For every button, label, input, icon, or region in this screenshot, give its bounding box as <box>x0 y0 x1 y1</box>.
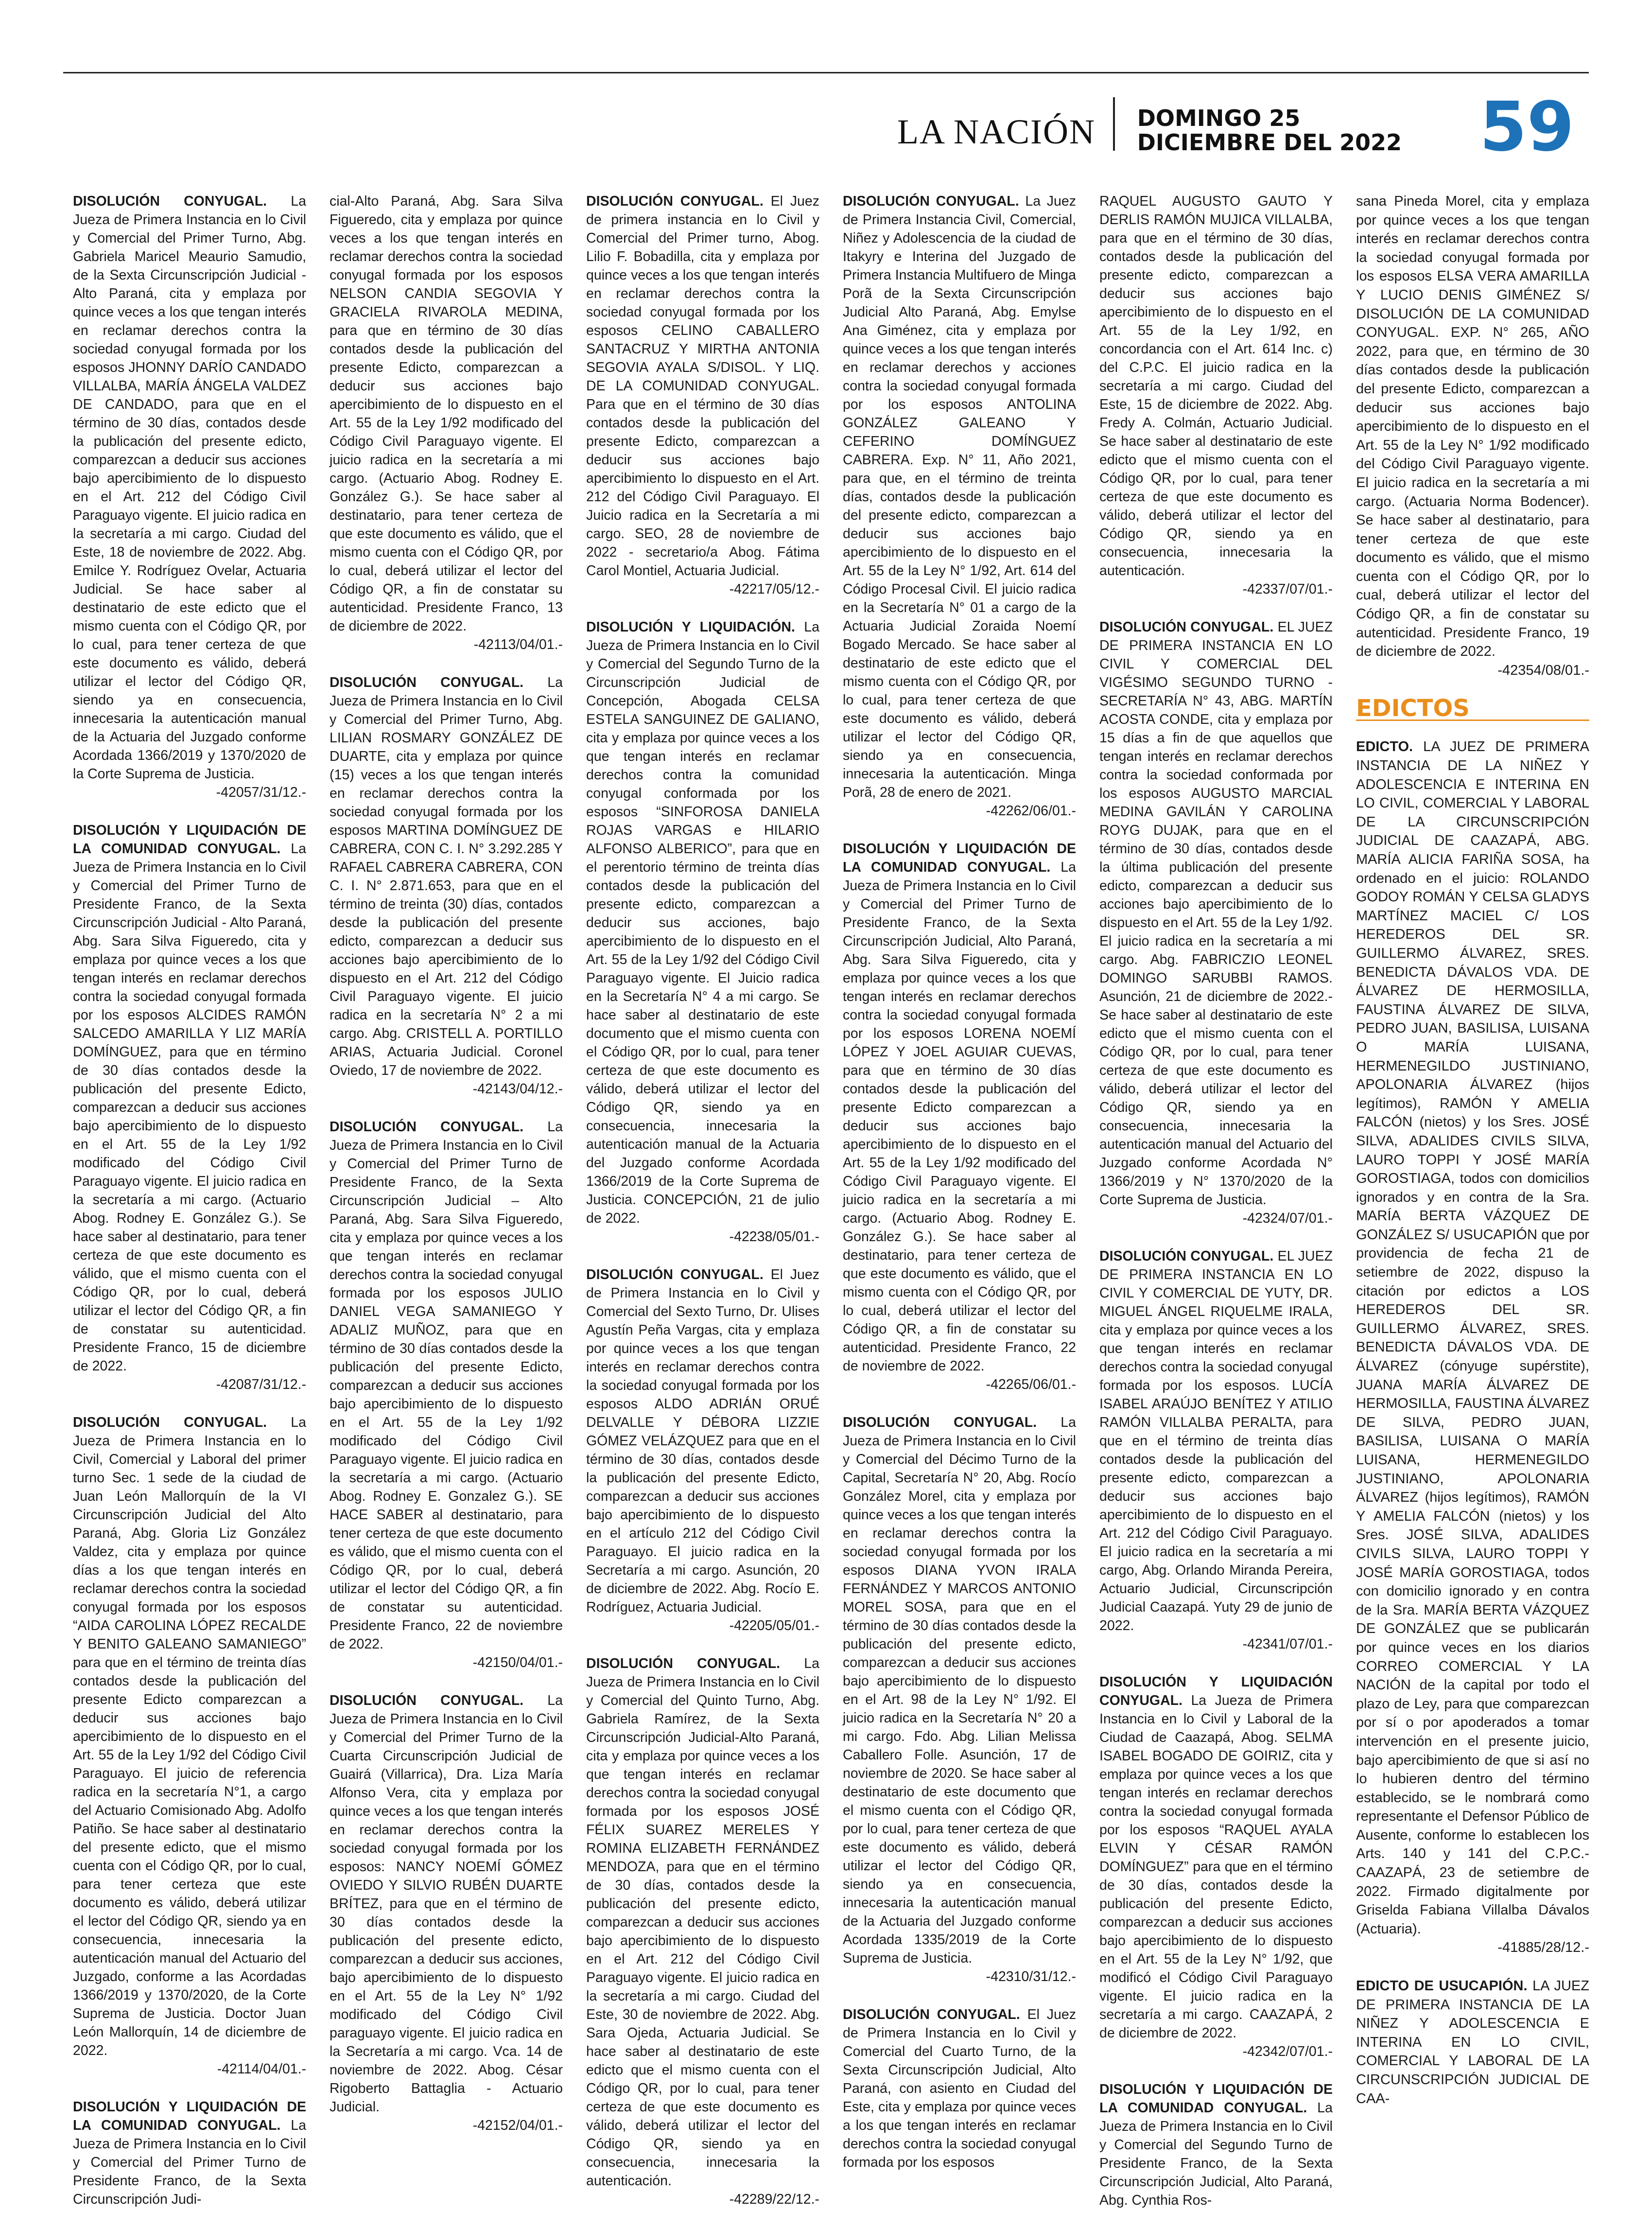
masthead <box>63 88 1589 167</box>
notice-body: El Juez de Primera Instancia en lo Civil y Comercial del Sexto Turno, Dr. Ulises Agustín Peña Vargas, cita y emplaza por quince veces a los que tengan interés en reclamar derechos contra la sociedad conyugal formada por los esposos ALDO ADRIÁN ORUÉ DELVALLE Y DÉBORA LIZZIE GÓMEZ VELÁZQUEZ para que en el término de 30 días, contados desde la publicación del presente Edicto, comparezcan a deducir sus acciones bajo apercibimiento de lo dispuesto en el artículo 212 del Código Civil Paraguayo. El juicio radica en la Secretaría a mi cargo. Asunción, 20 de diciembre de 2022. Abg. Rocío E. Rodríguez, Actuaria Judicial. <box>586 1267 819 1615</box>
notice-code: -42265/06/01.- <box>986 1377 1076 1392</box>
column-6-bottom <box>1356 737 1589 2108</box>
notice-heading: DISOLUCIÓN CONYUGAL. <box>330 1119 524 1135</box>
column-6 <box>1356 192 1589 2229</box>
legal-notice <box>586 618 819 1246</box>
legal-notice <box>330 192 563 654</box>
notice-code: -42341/07/01.- <box>1242 1636 1333 1652</box>
notice-body: RAQUEL AUGUSTO GAUTO Y DERLIS RAMÓN MUJICA VILLALBA, para que en el término de 30 días, contados desde la publicación del presente edicto, comparezcan a deducir sus acciones bajo apercibimiento de lo dispuesto en el Art. 55 de la Ley 1/92, en concordancia con el Art. 614 Inc. c) del C.P.C. El juicio radica en la secretaría a mi cargo. Ciudad del Este, 15 de diciembre de 2022. Abg. Fredy A. Colmán, Actuario Judicial. Se hace saber al destinatario de este edicto que el mismo cuenta con el Código QR, por lo cual, para tener certeza de que este documento es válido, deberá utilizar el lector del Código QR, siendo ya en consecuencia, innecesaria la autenticación. <box>1099 193 1333 579</box>
notice-code: -42342/07/01.- <box>1242 2044 1333 2059</box>
column-4 <box>843 192 1076 2229</box>
column-2 <box>330 192 563 2229</box>
notice-body: cial-Alto Paraná, Abg. Sara Silva Figueredo, cita y emplaza por quince veces a los que tengan interés en reclamar derechos contra la sociedad conyugal formada por los esposos NELSON CANDIA SEGOVIA Y GRACIELA RIVAROLA MEDINA, para que en término de 30 días contados desde la publicación del presente Edicto, comparezcan a deducir sus acciones bajo apercibimiento de lo dispuesto en el Art. 55 de la Ley 1/92 modificado del Código Civil Paraguayo vigente. El juicio radica en la secretaría a mi cargo. (Actuario Abog. Rodney E. González G.). Se hace saber al destinatario, para tener certeza de que este documento es válido, que el mismo cuenta con el Código QR, por lo cual, deberá utilizar el lector del Código QR, a fin de constatar su autenticidad. Presidente Franco, 13 de diciembre de 2022. <box>330 193 563 634</box>
notice-code: -42217/05/12.- <box>729 581 819 597</box>
notice-heading: DISOLUCIÓN CONYUGAL. <box>330 675 524 690</box>
column-3 <box>586 192 819 2229</box>
notice-code: -42057/31/12.- <box>216 785 306 800</box>
notice-body: La Juez de Primera Instancia Civil, Comercial, Niñez y Adolescencia de la ciudad de Itakyry e Interina del Juzgado de Primera Instancia Multifuero de Minga Porã de la Sexta Circunscripción Judicial Alto Paraná, Abg. Emylse Ana Giménez, cita y emplaza por quince veces a los que tengan interés en reclamar derechos y acciones contra la sociedad conyugal formada por los esposos ANTOLINA GONZÁLEZ GALEANO Y CEFERINO DOMÍNGUEZ CABRERA. Exp. N° 11, Año 2021, para que, en el término de treinta días, contados desde la publicación del presente edicto, comparezcan a deducir sus acciones bajo apercibimiento de lo dispuesto en el Art. 55 de la Ley N° 1/92, Art. 614 del Código Procesal Civil. El juicio radica en la Secretaría N° 01 a cargo de la Actuaria Judicial Zoraida Noemí Bogado Mercado. Se hace saber al destinatario de este edicto que el mismo cuenta con el Código QR, por lo cual, para tener certeza de que este documento es válido, deberá utilizar el lector del Código QR, siendo ya en consecuencia, innecesaria la autenticación. Minga Porã, 28 de enero de 2021. <box>843 193 1076 800</box>
legal-notice <box>73 192 306 802</box>
legal-notice <box>586 1654 819 2209</box>
notice-code: -42205/05/01.- <box>729 1618 819 1633</box>
legal-notice <box>73 2098 306 2209</box>
notice-body: LA JUEZ DE PRIMERA INSTANCIA DE LA NIÑEZ Y ADOLESCENCIA E INTERINA EN LO CIVIL, COMERCIAL Y LABORAL DE LA CIRCUNSCRIPCIÓN JUDICIAL DE CAAZAPÁ, ABG. MARÍA ALICIA FARIÑA SOSA, ha ordenado en el juicio: ROLANDO GODOY ROMÁN Y CELSA GLADYS MARTÍNEZ MACIEL C/ LOS HEREDEROS DEL SR. GUILLERMO ÁLVAREZ, SRES. BENEDICTA DÁVALOS VDA. DE ÁLVAREZ DE HERMOSILLA, FAUSTINA ÁLVAREZ DE SILVA, PEDRO JUAN, BASILISA, LUISANA O MARÍA LUISANA, HERMENEGILDO JUSTINIANO, APOLONARIA ÁLVAREZ (hijos legítimos), RAMÓN Y AMELIA FALCÓN (nietos) y los Sres. JOSÉ SILVA, ADALIDES CIVILS SILVA, LAURO TOPPI Y JOSÉ MARÍA GOROSTIAGA, todos con domicilios ignorados y en contra de la Sra. MARÍA BERTA VÁZQUEZ DE GONZÁLEZ S/ USUCAPIÓN que por providencia de fecha 21 de setiembre de 2022, dispuso la citación por edictos a LOS HEREDEROS DEL SR. GUILLERMO ÁLVAREZ, SRES. BENEDICTA DÁVALOS VDA. DE ÁLVAREZ (cónyuge supérstite), JUANA MARÍA ÁLVAREZ DE HERMOSILLA, FAUSTINA ÁLVAREZ DE SILVA, PEDRO JUAN, BASILISA, LUISANA O MARÍA LUISANA, HERMENEGILDO JUSTINIANO, APOLONARIA ÁLVAREZ (hijos legítimos), RAMÓN Y AMELIA FALCÓN (nietos) y los Sres. JOSÉ SILVA, ADALIDES CIVILS SILVA, LAURO TOPPI Y JOSÉ MARÍA GOROSTIAGA, todos con domicilio ignorado y en contra de la Sra. MARÍA BERTA VÁZQUEZ DE GONZÁLEZ que se publicarán por quince veces en los diarios CORREO COMERCIAL Y LA NACIÓN de la capital por todo el plazo de Ley, para que comparezcan por sí o por apoderados a tomar intervención en el presente juicio, bajo apercibimiento de que si así no lo hubieren dentro del término establecido, se le nombrará como representante el Defensor Público de Ausente, conforme lo establecen los Arts. 140 y 141 del C.P.C.- CAAZAPÁ, 23 de setiembre de 2022. Firmado digitalmente por Griselda Fabiana Villalba Dávalos (Actuaria). <box>1356 739 1589 1937</box>
notice-body: LA JUEZ DE PRIMERA INSTANCIA DE LA NIÑEZ Y ADOLESCENCIA E INTERINA EN LO CIVIL, COMERCIAL Y LABORAL DE LA CIRCUNSCRIPCIÓN JUDICIAL DE CAA- <box>1356 1978 1589 2106</box>
legal-notice <box>1356 192 1589 680</box>
notice-heading: DISOLUCIÓN Y LIQUIDACIÓN DE LA COMUNIDAD CONYUGAL. <box>73 823 306 857</box>
notice-body: La Jueza de Primera Instancia en lo Civil y Comercial del Primer Turno de Presidente Franco, de la Sexta Circunscripción Judicial - Alto Paraná, Abg. Sara Silva Figueredo, cita y emplaza por quince veces a los que tengan interés en reclamar derechos contra la sociedad conyugal formada por los esposos ALCIDES RAMÓN SALCEDO AMARILLA Y LIZ MARÍA DOMÍNGUEZ, para que en término de 30 días contados desde la publicación del presente Edicto, comparezcan a deducir sus acciones bajo apercibimiento de lo dispuesto en el Art. 55 de la Ley 1/92 modificado del Código Civil Paraguayo vigente. El juicio radica en la secretaría a mi cargo. (Actuario Abog. Rodney E. González G.). Se hace saber al destinatario, para tener certeza de que este documento es válido, que el mismo cuenta con el Código QR, por lo cual, deberá utilizar el lector del Código QR, a fin de constatar su autenticidad. Presidente Franco, 15 de diciembre de 2022. <box>73 841 306 1374</box>
notice-body: La Jueza de Primera Instancia en lo Civil y Comercial del Primer Turno de Presidente Franco, de la Sexta Circunscripción Judi- <box>73 2118 306 2207</box>
notice-heading: DISOLUCIÓN Y LIQUIDACIÓN. <box>586 619 795 635</box>
notice-heading: DISOLUCIÓN CONYUGAL. <box>843 1415 1037 1430</box>
notice-body: El Juez de Primera Instancia en lo Civil y Comercial del Cuarto Turno, de la Sexta Circunscripción Judicial, Alto Paraná, con asiento en Ciudad del Este, cita y emplaza por quince veces a los que tengan interés en reclamar derechos contra la sociedad conyugal formada por los esposos <box>843 2007 1076 2170</box>
notice-heading: DISOLUCIÓN CONYUGAL. <box>586 1267 764 1282</box>
column-6-top <box>1356 192 1589 680</box>
notice-body: La Jueza de Primera Instancia en lo Civil y Comercial del Segundo Turno de la Circunscripción Judicial de Concepción, Abogada CELSA ESTELA SANGUINEZ DE GALIANO, cita y emplaza por quince veces a los que tengan interés en reclamar derechos contra la comunidad conyugal conformada por los esposos “SINFOROSA DANIELA ROJAS VARGAS e HILARIO ALFONSO ALBERICO”, para que en el perentorio término de treinta días contados desde la publicación del presente edicto, comparezcan a deducir sus acciones, bajo apercibimiento de lo dispuesto en el Art. 55 de la Ley 1/92 del Código Civil Paraguayo vigente. El Juicio radica en la Secretaría N° 4 a mi cargo. Se hace saber al destinatario de este documento que el mismo cuenta con el Código QR, por lo cual, para tener certeza de que este documento es válido, deberá utilizar el lector del Código QR, siendo ya en consecuencia, innecesaria la autenticación manual de la Actuaria del Juzgado conforme Acordada 1366/2019 de la Corte Suprema de Justicia. CONCEPCIÓN, 21 de julio de 2022. <box>586 619 819 1226</box>
newspaper-logo: LA NACIÓN <box>897 112 1096 151</box>
notice-code: -42262/06/01.- <box>986 803 1076 819</box>
notice-code: -42324/07/01.- <box>1242 1211 1333 1226</box>
legal-notice <box>1356 1977 1589 2108</box>
notice-code: -42337/07/01.- <box>1242 581 1333 597</box>
legal-notice <box>73 1413 306 2078</box>
notice-body: La Jueza de Primera Instancia en lo Civil y Comercial del Décimo Turno de la Capital, Secretaría N° 20, Abg. Rocío González Morel, cita y emplaza por quince veces a los que tengan interés en reclamar derechos contra la sociedad conyugal formada por los esposos DIANA YVON IRALA FERNÁNDEZ Y MARCOS ANTONIO MOREL SOSA, para que en el término de 30 días contados desde la publicación del presente edicto, comparezcan a deducir sus acciones bajo apercibimiento de lo dispuesto en el Art. 98 de la Ley N° 1/92. El juicio radica en la Secretaría N° 20 a mi cargo. Fdo. Abg. Lilian Melissa Caballero Folle. Asunción, 17 de noviembre de 2020. Se hace saber al destinatario de este documento que el mismo cuenta con el Código QR, por lo cual, para tener certeza de que este documento es válido, deberá utilizar el lector del Código QR, siendo ya en consecuencia, innecesaria la autenticación manual de la Actuaria del Juzgado conforme Acordada 1335/2019 de la Corte Suprema de Justicia. <box>843 1415 1076 1966</box>
classifieds-columns <box>73 192 1589 2208</box>
notice-body: La Jueza de Primera Instancia en lo Civil y Comercial del Quinto Turno, Abg. Gabriela Ramírez, de la Sexta Circunscripción Judicial-Alto Paraná, cita y emplaza por quince veces a los que tengan interés en reclamar derechos contra la sociedad conyugal formada por los esposos JOSÉ FÉLIX SUAREZ MERELES Y ROMINA ELIZABETH FERNÁNDEZ MENDOZA, para que en el término de 30 días, contados desde la publicación del presente edicto, comparezcan a deducir sus acciones bajo apercibimiento de lo dispuesto en el Art. 212 del Código Civil Paraguayo vigente. El juicio radica en la secretaría a mi cargo. Ciudad del Este, 30 de noviembre de 2022. Abg. Sara Ojeda, Actuaria Judicial. Se hace saber al destinatario de este edicto que el mismo cuenta con el Código QR, por lo cual, para tener certeza de que este documento es válido, deberá utilizar el lector del Código QR, siendo ya en consecuencia, innecesaria la autenticación. <box>586 1656 819 2189</box>
legal-notice <box>330 673 563 1098</box>
notice-body: La Jueza de Primera Instancia en lo Civil y Comercial del Primer Turno de Presidente Franco, de la Sexta Circunscripción Judicial – Alto Paraná, Abg. Sara Silva Figueredo, cita y emplaza por quince veces a los que tengan interés en reclamar derechos contra la sociedad conyugal formada por los esposos JULIO DANIEL VEGA SAMANIEGO Y ADALIZ MUÑOZ, para que en término de 30 días contados desde la publicación del presente Edicto, comparezcan a deducir sus acciones bajo apercibimiento de lo dispuesto en el Art. 55 de la Ley 1/92 modificado del Código Civil Paraguayo vigente. El juicio radica en la secretaría a mi cargo. (Actuario Abog. Rodney E. Gonzalez G.). SE HACE SABER al destinatario, para tener certeza de que este documento es válido, que el mismo cuenta con el Código QR, por lo cual, deberá utilizar el lector del Código QR, a fin de constatar su autenticidad. Presidente Franco, 22 de noviembre de 2022. <box>330 1119 563 1652</box>
notice-body: EL JUEZ DE PRIMERA INSTANCIA EN LO CIVIL Y COMERCIAL DEL VIGÉSIMO SEGUNDO TURNO - SECRETARÍA N° 43, ABG. MARTÍN ACOSTA CONDE, cita y emplaza por 15 días a fin de que aquellos que tengan interés en reclamar derechos contra la sociedad conformada por los esposos AUGUSTO MARCIAL MEDINA GAVILÁN Y CAROLINA ROYG DUJAK, para que en el término de 30 días, contados desde la última publicación del presente edicto, comparezcan a deducir sus acciones bajo apercibimiento de lo dispuesto en el Art. 55 de la Ley 1/92. El juicio radica en la secretaría a mi cargo. Abg. FABRICZIO LEONEL DOMINGO SARUBBI RAMOS. Asunción, 21 de diciembre de 2022.- Se hace saber al destinatario de este edicto que el mismo cuenta con el Código QR, por lo cual, para tener certeza de que este documento es válido, deberá utilizar el lector del Código QR, siendo ya en consecuencia, innecesaria la autenticación manual del Actuario del Juzgado conforme Acordada N° 1366/2019 y N° 1370/2020 de la Corte Suprema de Justicia. <box>1099 619 1333 1208</box>
legal-notice <box>1099 1673 1333 2061</box>
notice-body: La Jueza de Primera Instancia en lo Civil y Comercial del Primer Turno, Abg. Gabriela Maricel Meaurio Samudio, de la Sexta Circunscripción Judicial - Alto Paraná, cita y emplaza por quince veces a los que tengan interés en reclamar derechos contra la sociedad conyugal formada por los esposos JHONNY DARÍO CANDADO VILLALBA, MARÍA ÁNGELA VALDEZ DE CANDADO, para que en el término de 30 días, contados desde la publicación del presente edicto, comparezcan a deducir sus acciones bajo apercibimiento de lo dispuesto en el Art. 212 del Código Civil Paraguayo vigente. El juicio radica en la secretaría a mi cargo. Ciudad del Este, 18 de noviembre de 2022. Abg. Emilce Y. Rodríguez Ovelar, Actuaria Judicial. Se hace saber al destinatario de este edicto que el mismo cuenta con el Código QR, por lo cual, para tener certeza de que este documento es válido, deberá utilizar el lector del Código QR, siendo ya en consecuencia, innecesaria la autenticación manual de la Actuaria del Juzgado conforme Acordada 1366/2019 y 1370/2020 de la Corte Suprema de Justicia. <box>73 193 306 782</box>
notice-body: La Jueza de Primera Instancia en lo Civil y Comercial del Primer Turno, Abg. LILIAN ROSMARY GONZÁLEZ DE DUARTE, cita y emplaza por quince (15) veces a los que tengan interés en reclamar derechos contra la sociedad conyugal formada por los esposos MARTINA DOMÍNGUEZ DE CABRERA, CON C. I. N° 3.292.285 Y RAFAEL CABRERA CABRERA, CON C. I. N° 2.871.653, para que en el término de treinta (30) días, contados desde la publicación del presente edicto, comparezcan a deducir sus acciones bajo apercibimiento de lo dispuesto en el Art. 212 del Código Civil Paraguayo vigente. El juicio radica en la secretaría N° 2 a mi cargo. Abg. CRISTELL A. PORTILLO ARIAS, Actuaria Judicial. Coronel Oviedo, 17 de noviembre de 2022. <box>330 675 563 1078</box>
notice-code: -42354/08/01.- <box>1497 662 1589 678</box>
notice-heading: DISOLUCIÓN CONYUGAL. <box>843 193 1019 209</box>
notice-heading: DISOLUCIÓN CONYUGAL. <box>73 193 267 209</box>
legal-notice <box>330 1691 563 2135</box>
notice-heading: DISOLUCIÓN CONYUGAL. <box>586 193 764 209</box>
notice-heading: EDICTO DE USUCAPIÓN. <box>1356 1978 1528 1994</box>
notice-code: -41885/28/12.- <box>1497 1940 1589 1956</box>
legal-notice <box>1356 737 1589 1957</box>
notice-body: El Juez de primera instancia en lo Civil y Comercial del Primer turno, Abog. Lilio F. Bobadilla, cita y emplaza por quince veces a los que tengan interés en reclamar derechos contra la sociedad conyugal formada por los esposos CELINO CABALLERO SANTACRUZ Y MIRTHA ANTONIA SEGOVIA AYALA S/DISOL. Y LIQ. DE LA COMUNIDAD CONYUGAL. Para que en el término de 30 días contados desde la publicación del presente Edicto, comparezcan a deducir sus acciones bajo apercibimiento lo dispuesto en el Art. 212 del Código Civil Paraguayo. El Juicio radica en la Secretaría a mi cargo. SEO, 28 de noviembre de 2022 - secretario/a Abog. Fátima Carol Montiel, Actuaria Judicial. <box>586 193 819 579</box>
notice-heading: DISOLUCIÓN CONYUGAL. <box>73 1415 267 1430</box>
legal-notice <box>843 192 1076 820</box>
notice-body: La Jueza de Primera Instancia en lo Civil y Comercial del Segundo Turno de Presidente Franco, de la Sexta Circunscripción Judicial, Alto Paraná, Abg. Cynthia Ros- <box>1099 2100 1333 2208</box>
notice-code: -42114/04/01.- <box>217 2061 306 2077</box>
legal-notice <box>330 1118 563 1672</box>
legal-notice <box>1099 1247 1333 1653</box>
issue-date-line1: DOMINGO 25 <box>1137 105 1301 131</box>
top-rule <box>63 72 1589 73</box>
notice-heading: DISOLUCIÓN CONYUGAL. <box>843 2007 1020 2022</box>
column-5 <box>1099 192 1333 2229</box>
legal-notice <box>843 1413 1076 1986</box>
legal-notice <box>1099 192 1333 598</box>
legal-notice <box>1099 618 1333 1228</box>
legal-notice <box>73 821 306 1394</box>
notice-code: -42113/04/01.- <box>473 637 563 652</box>
notice-heading: DISOLUCIÓN CONYUGAL. <box>586 1656 781 1671</box>
notice-code: -42289/22/12.- <box>729 2192 819 2207</box>
notice-heading: DISOLUCIÓN CONYUGAL. <box>330 1693 524 1708</box>
notice-heading: EDICTO. <box>1356 739 1413 755</box>
legal-notice <box>586 1265 819 1635</box>
notice-body: La Jueza de Primera Instancia en lo Civil, Comercial y Laboral del primer turno Sec. 1 sede de la ciudad de Juan León Mallorquín de la VI Circunscripción Judicial del Alto Paraná, Abg. Gloria Liz González Valdez, cita y emplaza por quince días a los que tengan interés en reclamar derechos contra la sociedad conyugal formada por los esposos “AIDA CAROLINA LÓPEZ RECALDE Y BENITO GALEANO SAMANIEGO” para que en el término de treinta días contados desde la publicación del presente Edicto comparezcan a deducir sus acciones bajo apercibimiento de lo dispuesto en el Art. 55 de la Ley 1/92 del Código Civil Paraguayo. El juicio de referencia radica en la secretaría N°1, a cargo del Actuario Comisionado Abg. Adolfo Patiño. Se hace saber al destinatario del presente edicto, que el mismo cuenta con el Código QR, por lo cual, para tener certeza que este documento es válido, deberá utilizar el lector del Código QR, siendo ya en consecuencia, innecesaria la autenticación manual del Actuario del Juzgado, conforme a las Acordadas 1366/2019 y 1370/2020, de la Corte Suprema de Justicia. Doctor Juan León Mallorquín, 14 de diciembre de 2022. <box>73 1415 306 2058</box>
issue-date <box>1137 106 1402 155</box>
page-number: 59 <box>1479 88 1574 167</box>
notice-code: -42152/04/01.- <box>472 2118 563 2133</box>
notice-body: sana Pineda Morel, cita y emplaza por quince veces a los que tengan interés en reclamar derechos contra la sociedad conyugal formada por los esposos ELSA VERA AMARILLA Y LUCIO DENIS GIMÉNEZ S/ DISOLUCIÓN DE LA COMUNIDAD CONYUGAL. EXP. N° 265, AÑO 2022, para que, en término de 30 días contados desde la publicación del presente Edicto, comparezcan a deducir sus acciones bajo apercibimiento de lo dispuesto en el Art. 55 de la Ley N° 1/92 modificado del Código Civil Paraguayo vigente. El juicio radica en la secretaría a mi cargo. (Actuaria Norma Bodencer). Se hace saber al destinatario, para tener certeza de que este documento es válido, que el mismo cuenta con el Código QR, por lo cual, deberá utilizar el lector del Código QR, a fin de constatar su autenticidad. Presidente Franco, 19 de diciembre de 2022. <box>1356 193 1589 660</box>
column-1 <box>73 192 306 2229</box>
notice-body: La Jueza de Primera Instancia en lo Civil y Laboral de la Ciudad de Caazapá, Abog. SELMA ISABEL BOGADO DE GOIRIZ, cita y emplaza por quince veces a los que tengan interés en reclamar derechos contra la sociedad conyugal formada por los esposos “RAQUEL AYALA ELVIN Y CÉSAR RAMÓN DOMÍNGUEZ” para que en el término de 30 días, contados desde la publicación del presente Edicto, comparezcan a deducir sus acciones bajo apercibimiento de lo dispuesto en el Art. 55 de la Ley N° 1/92, que modificó el Código Civil Paraguayo vigente. El juicio radica en la secretaría a mi cargo. CAAZAPÁ, 2 de diciembre de 2022. <box>1099 1693 1333 2041</box>
legal-notice <box>586 192 819 598</box>
notice-heading: DISOLUCIÓN CONYUGAL. <box>1099 619 1274 635</box>
legal-notice <box>843 2005 1076 2172</box>
notice-heading: DISOLUCIÓN Y LIQUIDACIÓN DE LA COMUNIDAD CONYUGAL. <box>73 2099 306 2133</box>
notice-body: La Jueza de Primera Instancia en lo Civil y Comercial del Primer Turno de la Cuarta Circunscripción Judicial de Guairá (Villarrica), Dra. Liza María Alfonso Vera, cita y emplaza por quince veces a los que tengan interés en reclamar derechos contra la sociedad conyugal formada por los esposos: NANCY NOEMÍ GÓMEZ OVIEDO Y SILVIO RUBÉN DUARTE BRÍTEZ, para que en el término de 30 días contados desde la publicación del presente edicto, comparezcan a deducir sus acciones, bajo apercibimiento de lo dispuesto en el Art. 55 de la Ley N° 1/92 modificado del Código Civil paraguayo vigente. El juicio radica en la Secretaría a mi cargo. Vca. 14 de noviembre de 2022. Abog. César Rigoberto Battaglia - Actuario Judicial. <box>330 1693 563 2115</box>
legal-notice <box>843 840 1076 1394</box>
notice-heading: DISOLUCIÓN CONYUGAL. <box>1099 1248 1274 1264</box>
notice-heading: DISOLUCIÓN Y LIQUIDACIÓN DE LA COMUNIDAD CONYUGAL. <box>1099 2082 1333 2116</box>
section-title-edictos: EDICTOS <box>1356 699 1589 721</box>
notice-code: -42238/05/01.- <box>729 1229 819 1245</box>
notice-code: -42087/31/12.- <box>216 1377 306 1392</box>
legal-notice <box>1099 2080 1333 2210</box>
notice-code: -42150/04/01.- <box>472 1655 563 1670</box>
issue-date-line2: DICIEMBRE DEL 2022 <box>1137 129 1402 156</box>
notice-code: -42310/31/12.- <box>986 1969 1076 1984</box>
notice-heading: DISOLUCIÓN Y LIQUIDACIÓN DE LA COMUNIDAD CONYUGAL. <box>843 841 1076 875</box>
notice-body: La Jueza de Primera Instancia en lo Civil y Comercial del Primer Turno de Presidente Franco, de la Sexta Circunscripción Judicial, Alto Paraná, Abg. Sara Silva Figueredo, cita y emplaza por quince veces a los que tengan interés en reclamar derechos contra la sociedad conyugal formada por los esposos LORENA NOEMÍ LÓPEZ Y JOEL AGUIAR CUEVAS, para que en término de 30 días contados desde la publicación del presente Edicto comparezcan a deducir sus acciones bajo apercibimiento de lo dispuesto en el Art. 55 de la Ley 1/92 modificado del Código Civil Paraguayo vigente. El juicio radica en la secretaría a mi cargo. (Actuario Abog. Rodney E. González G.). Se hace saber al destinatario, para tener certeza de que este documento es válido, que el mismo cuenta con el Código QR, por lo cual, deberá utilizar el lector del Código QR, a fin de constatar su autenticidad. Presidente Franco, 22 de noviembre de 2022. <box>843 860 1076 1374</box>
masthead-divider <box>1113 97 1115 151</box>
notice-body: EL JUEZ DE PRIMERA INSTANCIA EN LO CIVIL Y COMERCIAL DE YUTY, DR. MIGUEL ÁNGEL RIQUELME IRALA, cita y emplaza por quince veces a los que tengan interés en reclamar derechos contra la sociedad conyugal formada por los esposos. LUCÍA ISABEL ARAÚJO BENÍTEZ Y ATILIO RAMÓN VILLALBA PERALTA, para que en el término de treinta días contados desde la publicación del presente edicto, comparezcan a deducir sus acciones bajo apercibimiento de lo dispuesto en el Art. 212 del Código Civil Paraguayo. El juicio radica en la secretaría a mi cargo, Abg. Orlando Miranda Pereira, Actuario Judicial, Circunscripción Judicial Caazapá. Yuty 29 de junio de 2022. <box>1099 1248 1333 1633</box>
notice-code: -42143/04/12.- <box>472 1081 563 1097</box>
notice-heading: DISOLUCIÓN Y LIQUIDACIÓN CONYUGAL. <box>1099 1674 1333 1708</box>
